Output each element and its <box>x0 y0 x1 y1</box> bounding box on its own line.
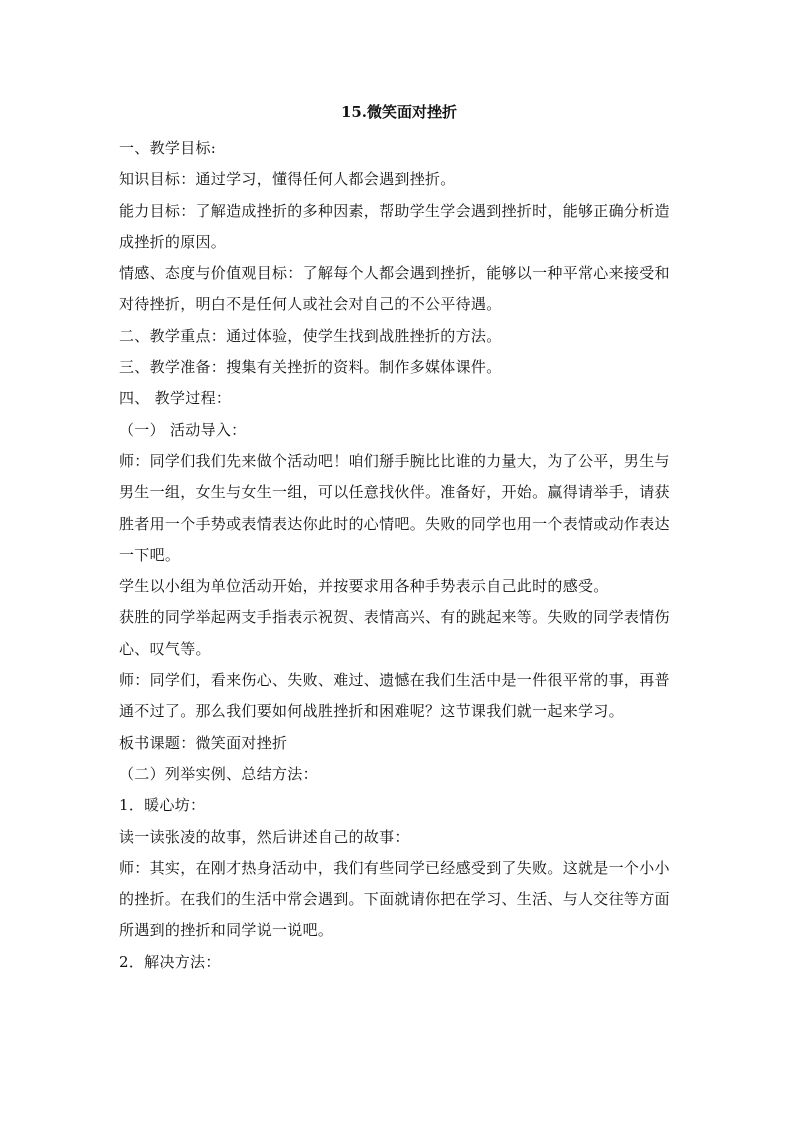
paragraph: 师：同学们，看来伤心、失败、难过、遗憾在我们生活中是一件很平常的事，再普通不过了。那么我们要如何战胜挫折和困难呢？这节课我们就一起来学习。 <box>119 671 670 721</box>
section-heading-process: 四、 教学过程： <box>119 389 232 408</box>
knowledge-objective: 知识目标：通过学习，懂得任何人都会遇到挫折。 <box>119 170 456 189</box>
section-heading-focus: 二、教学重点：通过体验，使学生找到战胜挫折的方法。 <box>119 326 502 345</box>
subsection-activity-intro: （一） 活动导入： <box>119 420 247 439</box>
section-heading-objectives: 一、教学目标: <box>119 139 217 157</box>
document-body <box>119 133 679 978</box>
paragraph: 板书课题：微笑面对挫折 <box>119 733 288 752</box>
subsection-examples: （二）列举实例、总结方法： <box>119 764 318 783</box>
document-title: 15.微笑面对挫折 <box>340 103 458 121</box>
emotion-objective: 情感、态度与价值观目标：了解每个人都会遇到挫折，能够以一种平常心来接受和对待挫折，明白不是任何人或社会对自己的不公平待遇。 <box>119 264 670 314</box>
paragraph: 获胜的同学举起两支手指表示祝贺、表情高兴、有的跳起来等。失败的同学表情伤心、叹气等。 <box>119 608 670 658</box>
paragraph: 师：其实，在刚才热身活动中，我们有些同学已经感受到了失败。这就是一个小小的挫折。在我们的生活中常会遇到。下面就请你把在学习、生活、与人交往等方面所遇到的挫折和同学说一说吧。 <box>119 858 670 940</box>
section-heading-preparation: 三、教学准备：搜集有关挫折的资料。制作多媒体课件。 <box>119 358 502 377</box>
paragraph: 师：同学们我们先来做个活动吧！咱们掰手腕比比谁的力量大，为了公平，男生与男生一组，女生与女生一组，可以任意找伙伴。准备好，开始。赢得请举手，请获胜者用一个手势或表情表达你此时的心情吧。失败的同学也用一个表情或动作表达一下吧。 <box>119 451 670 564</box>
item-heading-1: 1．暖心坊： <box>119 796 206 815</box>
paragraph: 读一读张凌的故事，然后讲述自己的故事： <box>119 827 410 846</box>
item-heading-2: 2．解决方法： <box>119 952 221 971</box>
ability-objective: 能力目标：了解造成挫折的多种因素，帮助学生学会遇到挫折时，能够正确分析造成挫折的原因。 <box>119 201 670 251</box>
paragraph: 学生以小组为单位活动开始，并按要求用各种手势表示自己此时的感受。 <box>119 577 609 596</box>
